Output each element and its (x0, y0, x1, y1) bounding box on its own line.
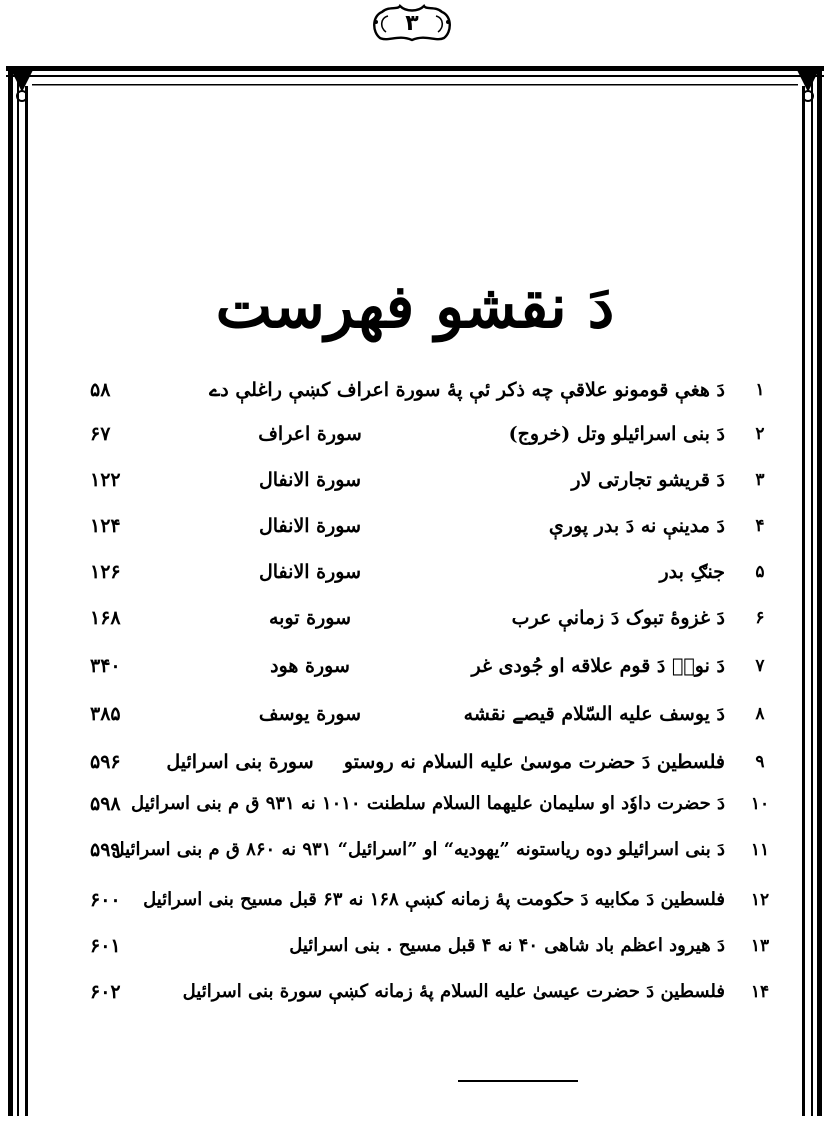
toc-row (90, 646, 780, 686)
entry-surah: سورة بنی اسرائیل (166, 751, 314, 773)
entry-number: ٣ (755, 470, 765, 490)
entry-page: ۵۹۸ (90, 793, 121, 815)
entry-surah: سورة الانفال (258, 561, 362, 583)
entry-number: ١٠ (750, 794, 770, 814)
entry-number: ۴ (755, 516, 765, 536)
entry-topic: فلسطین دَ حضرت موسیٰ علیه السلام نه روستو (343, 751, 725, 773)
entry-number: ۵ (755, 562, 765, 582)
entry-number: ٢ (755, 424, 765, 444)
toc-row (90, 972, 780, 1012)
entry-topic: دَ قریشو تجارتی لار (571, 469, 725, 491)
page-title: دَ نقشو فهرست (215, 272, 615, 342)
entry-surah: سورة الانفال (258, 469, 362, 491)
entry-topic: دَ هیرود اعظم باد شاهی ۴٠ نه ۴ قبل مسیح . بنی اسرائیل (289, 935, 725, 956)
entry-topic: فلسطین دَ حضرت عیسیٰ علیه السلام پهٔ زمانه کښې سورة بنی اسرائیل (182, 981, 725, 1002)
entry-surah: سورة الانفال (258, 515, 362, 537)
entry-page: ۱۲۴ (90, 515, 121, 537)
entry-topic: فلسطین دَ مکابیه دَ حکومت پهٔ زمانه کښې ١۶٨ نه ۶٣ قبل مسیح بنی اسرائیل (143, 889, 725, 910)
entry-surah: سورة هود (270, 655, 350, 677)
toc-row (90, 506, 780, 546)
entry-page: ۱۲۲ (90, 469, 121, 491)
entry-page: ۱۶۸ (90, 607, 121, 629)
entry-number: ١۴ (750, 982, 770, 1002)
entry-surah: سورة اعراف (258, 423, 362, 445)
toc-row (90, 370, 780, 410)
toc-row (90, 830, 780, 870)
entry-page: ۳۴۰ (90, 655, 121, 677)
entry-number: ۹ (755, 752, 765, 772)
entry-topic: دَ بنی اسرائیلو وتل (خروج) (508, 423, 725, 445)
toc-row (90, 742, 780, 782)
toc-row (90, 414, 780, 454)
entry-topic: دَ حضرت داوٗد او سلیمان علیهما السلام سلطنت ١٠١٠ نه ٩٣١ ق م بنی اسرائیل (130, 793, 725, 814)
entry-number: ١٢ (750, 890, 770, 910)
toc-row (90, 694, 780, 734)
entry-number: ۶ (755, 608, 765, 628)
entry-page: ۱۲۶ (90, 561, 121, 583)
toc-row (90, 784, 780, 824)
entry-page: ۶۷ (90, 423, 111, 445)
entry-page: ۵۹۶ (90, 751, 121, 773)
toc-row (90, 598, 780, 638)
entry-topic: دَ هغې قومونو علاقې چه ذکر ئې پهٔ سورة اعراف کښې راغلې دے (209, 379, 725, 401)
entry-surah: سورة توبه (268, 607, 352, 629)
toc-row (90, 460, 780, 500)
entry-page: ۵۹۹ (90, 839, 121, 861)
end-divider (458, 1080, 578, 1082)
entry-topic: جنګِ بدر (659, 561, 725, 583)
entry-page: ۶۰۱ (90, 935, 121, 957)
entry-surah: سورة یوسف (258, 703, 362, 725)
entry-topic: دَ غزوهٔ تبوک دَ زمانې عرب (511, 607, 725, 629)
toc-row (90, 926, 780, 966)
entry-number: ۷ (755, 656, 765, 676)
toc-row (90, 880, 780, 920)
entry-number: ١٣ (750, 936, 770, 956)
entry-topic: دَ بنی اسرائیلو دوه ریاستونه ”یهودیه“ او ”اسرائیل“ ٩٣١ نه ٨۶٠ ق م بنی اسرائیل (111, 839, 725, 860)
entry-page: ۳۸۵ (90, 703, 121, 725)
entry-page: ۶۰۰ (90, 889, 121, 911)
entry-topic: دَ مدینې نه دَ بدر پورې (548, 515, 725, 537)
entry-number: ١ (755, 380, 765, 400)
entry-page: ۵۸ (90, 379, 111, 401)
table-of-contents (90, 370, 780, 1020)
page-number: ۳ (405, 11, 419, 36)
entry-page: ۶۰۲ (90, 981, 121, 1003)
entry-number: ۸ (755, 704, 765, 724)
toc-row (90, 552, 780, 592)
entry-number: ١١ (750, 840, 770, 860)
entry-topic: دَ یوسف علیه السّلام قیصے نقشه (463, 703, 725, 725)
entry-topic: دَ نوحؑ دَ قوم علاقه او جُودی غر (471, 655, 725, 677)
page-number-ornament (366, 2, 458, 46)
